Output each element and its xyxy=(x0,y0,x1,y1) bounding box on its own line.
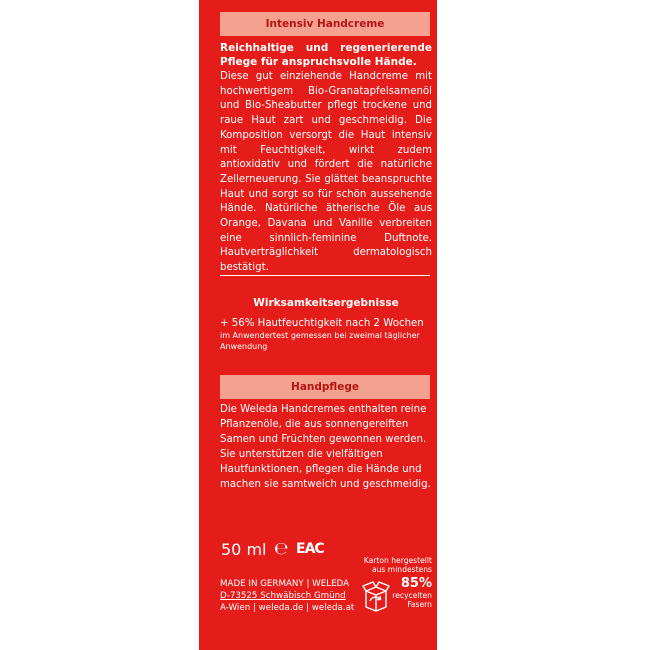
recycle-text-top: Karton hergestellt aus mindestens xyxy=(363,556,432,574)
volume-label: 50 ml xyxy=(221,540,267,559)
recycled-carton-icon xyxy=(360,577,392,613)
address-line-3: A-Wien | weleda.de | weleda.at xyxy=(220,603,355,613)
recycle-text-bottom: recycelten Fasern xyxy=(392,591,432,609)
eac-mark-icon: EAC xyxy=(296,541,324,557)
section-header-intensiv-handcreme: Intensiv Handcreme xyxy=(220,12,430,36)
divider-line xyxy=(220,275,430,276)
handpflege-text: Die Weleda Handcremes enthalten reine Pflanzenöle, die aus sonnengereiften Samen und Früchten gewonnen werden. Sie unterstützen die vielfältigen Hautfunktionen, pflegen die Hände und machen sie samtweich und geschmeidig. xyxy=(220,404,431,490)
effectiveness-note: im Anwendertest gemessen bei zweimal täglicher Anwendung xyxy=(220,331,420,351)
package-edge xyxy=(437,0,449,650)
estimated-sign-icon: ℮ xyxy=(274,539,289,559)
description-text: Diese gut einziehende Handcreme mit hochwertigem Bio-Granatapfelsamenöl und Bio-Sheabutter pflegt trockene und raue Haut zart und geschmeidig. Die Komposition versorgt die Haut intensiv mit Feuchtigkeit, wirkt zudem antioxidativ und fördert die natürliche Zellerneuerung. Sie glättet beanspruchte Haut und sorgt so für schön aussehende Hände. Natürliche ätherische Öle aus Orange, Davana und Vanille verbreiten eine sinnlich-feminine Duftnote. Hautverträglichkeit dermatologisch bestätigt. xyxy=(220,71,432,274)
address-line-1: MADE IN GERMANY | WELEDA xyxy=(220,579,350,589)
headline-text: Reichhaltige und regenerierende Pflege für anspruchsvolle Hände. xyxy=(220,42,432,68)
section-header-handpflege: Handpflege xyxy=(220,375,430,399)
recycle-percent: 85% xyxy=(400,576,432,591)
address-line-2: D-73525 Schwäbisch Gmünd xyxy=(220,591,346,601)
effectiveness-result: + 56% Hautfeuchtigkeit nach 2 Wochen xyxy=(220,318,424,329)
effectiveness-title: Wirksamkeitsergebnisse xyxy=(253,297,399,309)
